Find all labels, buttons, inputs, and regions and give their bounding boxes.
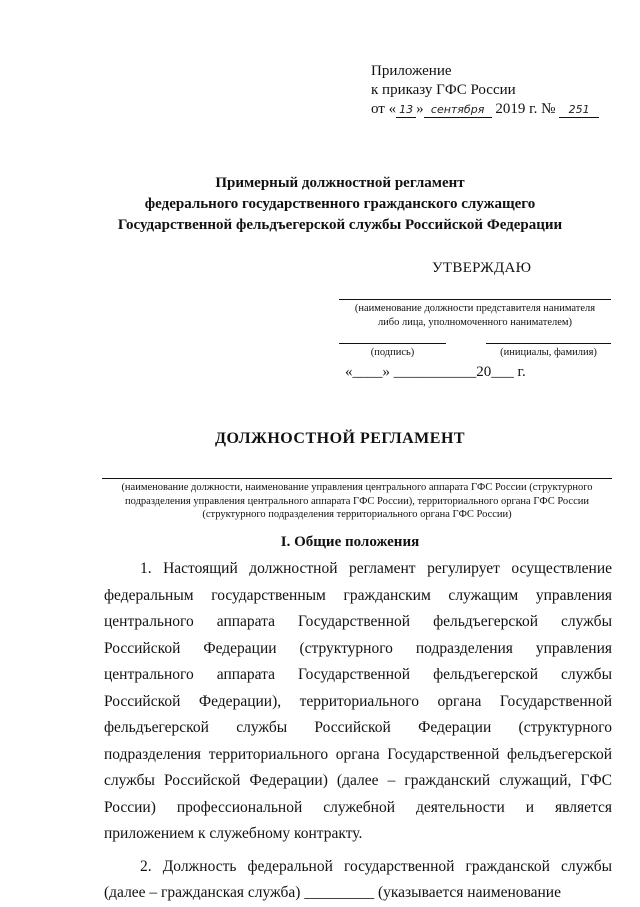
handwritten-number: 251 [559, 103, 599, 118]
position-signature-rule [339, 299, 611, 300]
appendix-label: Приложение [371, 63, 452, 79]
position-caption-line-2: либо лица, уполномоченного нанимателем) [377, 317, 573, 328]
signature-rule [339, 343, 446, 344]
title-line-3: Государственной фельдъегерской службы Российской Федерации [117, 217, 563, 233]
paragraph-2: 2. Должность федеральной государственной гражданской службы (далее – гражданская служба) _________ (указывается наименование [104, 857, 612, 901]
date-prefix: от « [371, 101, 397, 117]
position-caption [339, 302, 611, 330]
date-mid: » [416, 101, 424, 117]
signature-caption: (подпись) [370, 347, 415, 358]
approval-date-line: «____» ___________20___ г. [345, 364, 526, 380]
body-text [104, 556, 612, 907]
regulation-title [60, 173, 620, 236]
paragraph-1: 1. Настоящий должностной регламент регулирует осуществление федеральным государственным гражданским служащим управления центрального аппарата Государственной фельдъегерской службы Российской Федерации (структурного подразделения управления центрального аппарата Государственной фельдъегерской службы Российской Федерации), территориального органа Государственной фельдъегерской службы Российской Федерации (структурного подразделения территориального органа Государственной фельдъегерской службы Российской Федерации) (далее – гражданский служащий, ГФС России) профессиональной служебной деятельности и является приложением к служебному контракту. [104, 560, 612, 842]
appendix-block [371, 62, 599, 119]
appendix-date-line [371, 100, 599, 119]
initials-caption: (инициалы, фамилия) [500, 347, 597, 358]
appendix-order-ref: к приказу ГФС России [371, 82, 516, 98]
approval-heading: УТВЕРЖДАЮ [432, 260, 532, 276]
handwritten-day: 13 [396, 103, 416, 118]
position-name-rule [102, 478, 612, 479]
document-title: ДОЛЖНОСТНОЙ РЕГЛАМЕНТ [214, 430, 466, 447]
initials-rule [486, 343, 611, 344]
handwritten-month: сентября [424, 103, 492, 118]
year-text: 2019 г. № [495, 101, 556, 117]
title-line-1: Примерный должностной регламент [215, 175, 465, 191]
title-line-2: федерального государственного гражданского служащего [144, 196, 536, 212]
section-title: I. Общие положения [280, 534, 420, 550]
document-subtitle: (наименование должности, наименование управления центрального аппарата ГФС России (структурного подразделения управления центрального аппарата ГФС России), территориального органа ГФС России (структурного подразделения территориального органа ГФС России) [121, 482, 593, 520]
position-caption-line-1: (наименование должности представителя нанимателя [354, 303, 596, 314]
